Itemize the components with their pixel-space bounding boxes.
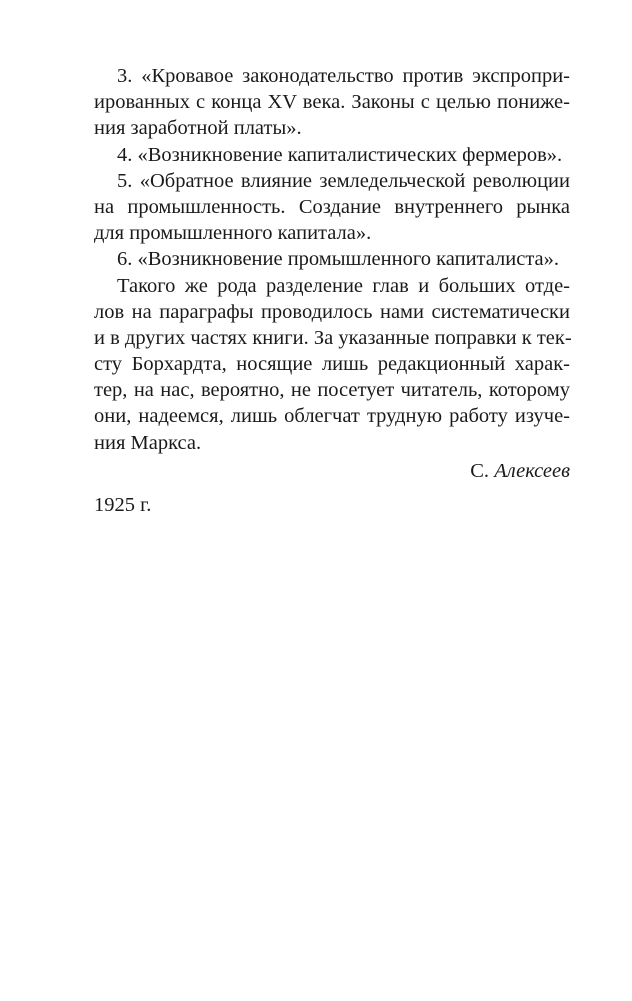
text-line: для промышленного капитала». — [94, 222, 372, 245]
text-line: и в других частях книги. За указанные поправки к тек- — [94, 326, 572, 349]
paragraph-item-5 — [94, 168, 570, 247]
signature — [94, 458, 570, 484]
text-line: лов на параграфы проводилось нами систематически — [94, 300, 570, 323]
text-line: 4. «Возникновение капиталистических фермеров». — [117, 143, 563, 166]
paragraph-item-6 — [94, 246, 570, 272]
text-line: ированных с конца XV века. Законы с целью пониже- — [94, 91, 570, 114]
paragraph-closing — [94, 273, 570, 456]
text-line: сту Борхардта, носящие лишь редакционный харак- — [94, 353, 570, 376]
signature-surname: Алексеев — [494, 459, 570, 482]
text-line: ния Маркса. — [94, 431, 202, 454]
text-line: 3. «Кровавое законодательство против экспропри- — [117, 65, 570, 87]
text-line: на промышленность. Создание внутреннего рынка — [94, 195, 570, 218]
text-line: 5. «Обратное влияние земледельческой революции — [117, 169, 570, 192]
date: 1925 г. — [94, 494, 152, 516]
text-line: тер, на нас, вероятно, не посетует читатель, которому — [94, 379, 570, 402]
paragraph-item-4 — [94, 142, 570, 168]
text-line: Такого же рода разделение глав и больших отде- — [117, 274, 570, 297]
page-text — [94, 63, 570, 518]
text-line: 6. «Возникновение промышленного капиталиста». — [117, 248, 560, 271]
text-line: они, надеемся, лишь облегчат трудную работу изуче- — [94, 405, 570, 428]
text-line: ния заработной платы». — [94, 117, 302, 140]
signature-initial: С. — [470, 459, 490, 482]
paragraph-item-3 — [94, 63, 570, 142]
